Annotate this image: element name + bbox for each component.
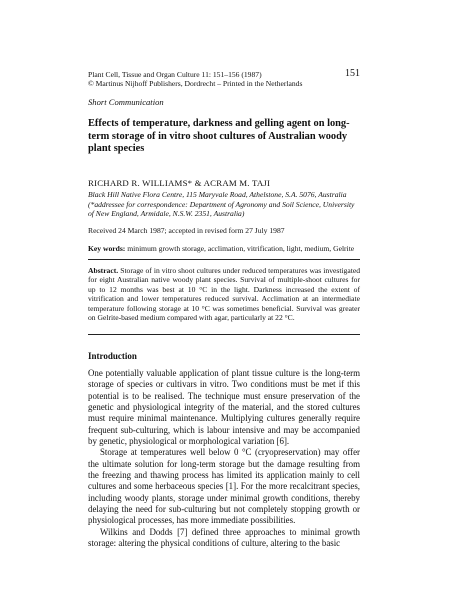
paragraph: One potentially valuable application of plant tissue culture is the long-term storage of species or cultivars in vitro. Two conditions must be met if this potential is to be realised. The technique must ensure preservation of the genetic and physiological integrity of the material, and the stored cultures must require minimal maintenance. Multiplying cultures generally require frequent sub-culturing, which is labour intensive and may be accompanied by genetic, physiological or morphological variation [6].: [88, 368, 360, 447]
publisher-line: © Martinus Nijhoff Publishers, Dordrecht – Printed in the Netherlands: [88, 79, 303, 89]
keywords: [88, 244, 360, 253]
received-dates: Received 24 March 1987; accepted in revised form 27 July 1987: [88, 226, 285, 235]
article-title: Effects of temperature, darkness and gelling agent on long-term storage of in vitro shoot cultures of Australian woody plant species: [88, 118, 350, 155]
divider-bottom: [88, 334, 360, 335]
journal-citation: Plant Cell, Tissue and Organ Culture 11: 151–156 (1987): [88, 70, 262, 79]
affiliation-correspondence: (*addressee for correspondence: Department of Agronomy and Soil Science, University of New England, Armidale, N.S.W. 2351, Australia): [88, 199, 355, 219]
abstract-label: Abstract.: [88, 266, 119, 275]
keywords-list: minimum growth storage, acclimation, vitrification, light, medium, Gelrite: [127, 244, 355, 253]
authors: RICHARD R. WILLIAMS* & ACRAM M. TAJI: [88, 178, 271, 188]
divider-top: [88, 259, 360, 260]
paragraph: Wilkins and Dodds [7] defined three approaches to minimal growth storage: altering the physical conditions of culture, altering to the basic: [88, 526, 360, 549]
page-number: 151: [345, 68, 360, 79]
section-type: Short Communication: [88, 97, 164, 107]
section-heading: Introduction: [88, 351, 137, 361]
abstract: [88, 266, 360, 322]
keywords-label: Key words:: [88, 244, 126, 253]
paragraph: Storage at temperatures well below 0 °C (cryopreservation) may offer the ultimate solution for long-term storage but the damage resulting from the freezing and thawing process has limited its application mainly to cell cultures and some herbaceous species [1]. For the more recalcitrant species, including woody plants, storage under minimal growth conditions, thereby delaying the need for sub-culturing but not completely stopping growth or physiological processes, has more immediate possibilities.: [88, 447, 360, 526]
journal-header: [88, 70, 360, 89]
introduction-body: [88, 368, 360, 550]
affiliation-primary: Black Hill Native Flora Centre, 115 Maryvale Road, Athelstone, S.A. 5076, Australia: [88, 190, 347, 199]
affiliation: [88, 190, 360, 219]
abstract-text: Storage of in vitro shoot cultures under reduced temperatures was investigated for eight Australian native woody plant species. Survival of multiple-shoot cultures for up to 12 months was best at 10 °C in the light. Darkness increased the extent of vitrification and lower temperatures reduced survival. Acclimation at an intermediate temperature following storage at 10 °C was sometimes beneficial. Survival was greater on Gelrite-based medium compared with agar, particularly at 22 °C.: [88, 266, 360, 323]
